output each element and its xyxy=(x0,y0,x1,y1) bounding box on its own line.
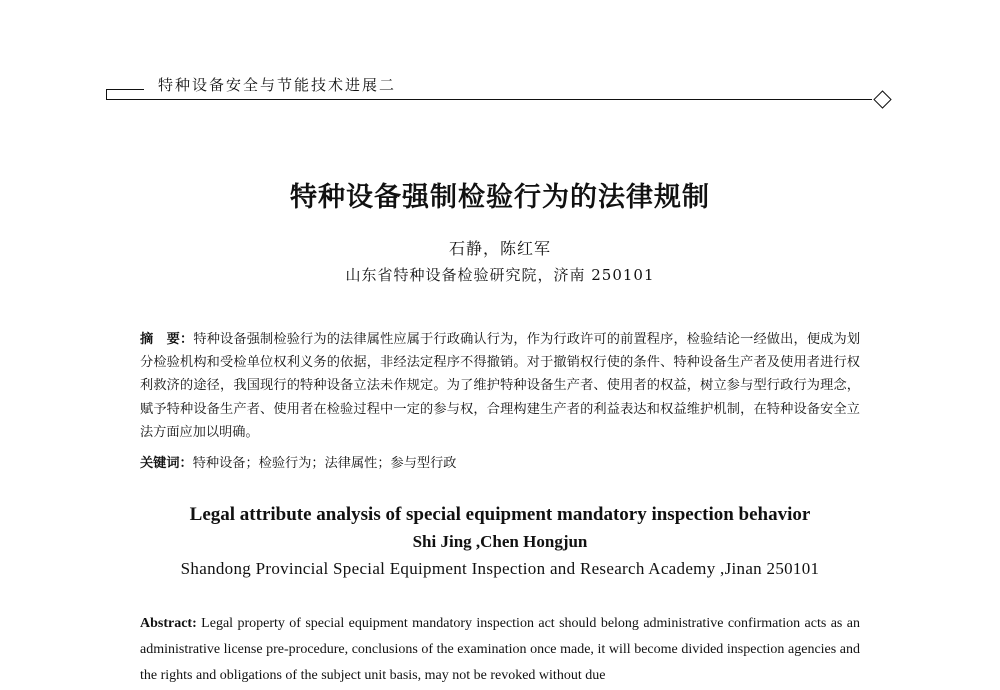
abstract-cn xyxy=(140,328,860,444)
header-rule xyxy=(106,99,872,100)
authors-cn: 石静，陈红军 xyxy=(448,239,551,258)
header-rule-stub xyxy=(106,89,144,90)
affiliation-cn: 山东省特种设备检验研究院，济南 250101 xyxy=(345,266,655,284)
keywords-body-cn: 特种设备；检验行为；法律属性；参与型行政 xyxy=(192,456,457,471)
running-header: 特种设备安全与节能技术进展二 xyxy=(158,76,397,94)
abstract-body-en: Legal property of special equipment mandatory inspection act should belong administrative confirmation acts as an administrative license pre-procedure, conclusions of the examination once made, it will become divided inspection agencies and the rights and obligations of the subject unit basis, may not be revoked without due xyxy=(140,616,860,683)
article-title-cn: 特种设备强制检验行为的法律规制 xyxy=(290,182,710,213)
abstract-body-cn: 特种设备强制检验行为的法律属性应属于行政确认行为，作为行政许可的前置程序，检验结论一经做出，便成为划分检验机构和受检单位权利义务的依据，非经法定程序不得撤销。对于撤销权行使的条件、特种设备生产者及使用者进行权利救济的途径，我国现行的特种设备立法未作规定。为了维护特种设备生产者、使用者的权益，树立参与型行政行为理念，赋予特种设备生产者、使用者在检验过程中一定的参与权，合理构建生产者的利益表达和权益维护机制，在特种设备安全立法方面应加以明确。 xyxy=(140,332,861,440)
keywords-cn xyxy=(140,452,860,475)
abstract-en xyxy=(140,611,860,689)
affiliation-en: Shandong Provincial Special Equipment Inspection and Research Academy ,Jinan 250101 xyxy=(180,559,820,578)
abstract-label-en: Abstract: xyxy=(140,616,197,631)
header-rule-tick xyxy=(106,89,107,99)
authors-en: Shi Jing ,Chen Hongjun xyxy=(412,532,588,551)
diamond-icon xyxy=(873,90,891,108)
keywords-label-cn: 关键词： xyxy=(140,456,193,471)
abstract-label-cn: 摘 要： xyxy=(140,332,194,347)
article-title-en: Legal attribute analysis of special equipment mandatory inspection behavior xyxy=(189,504,811,525)
